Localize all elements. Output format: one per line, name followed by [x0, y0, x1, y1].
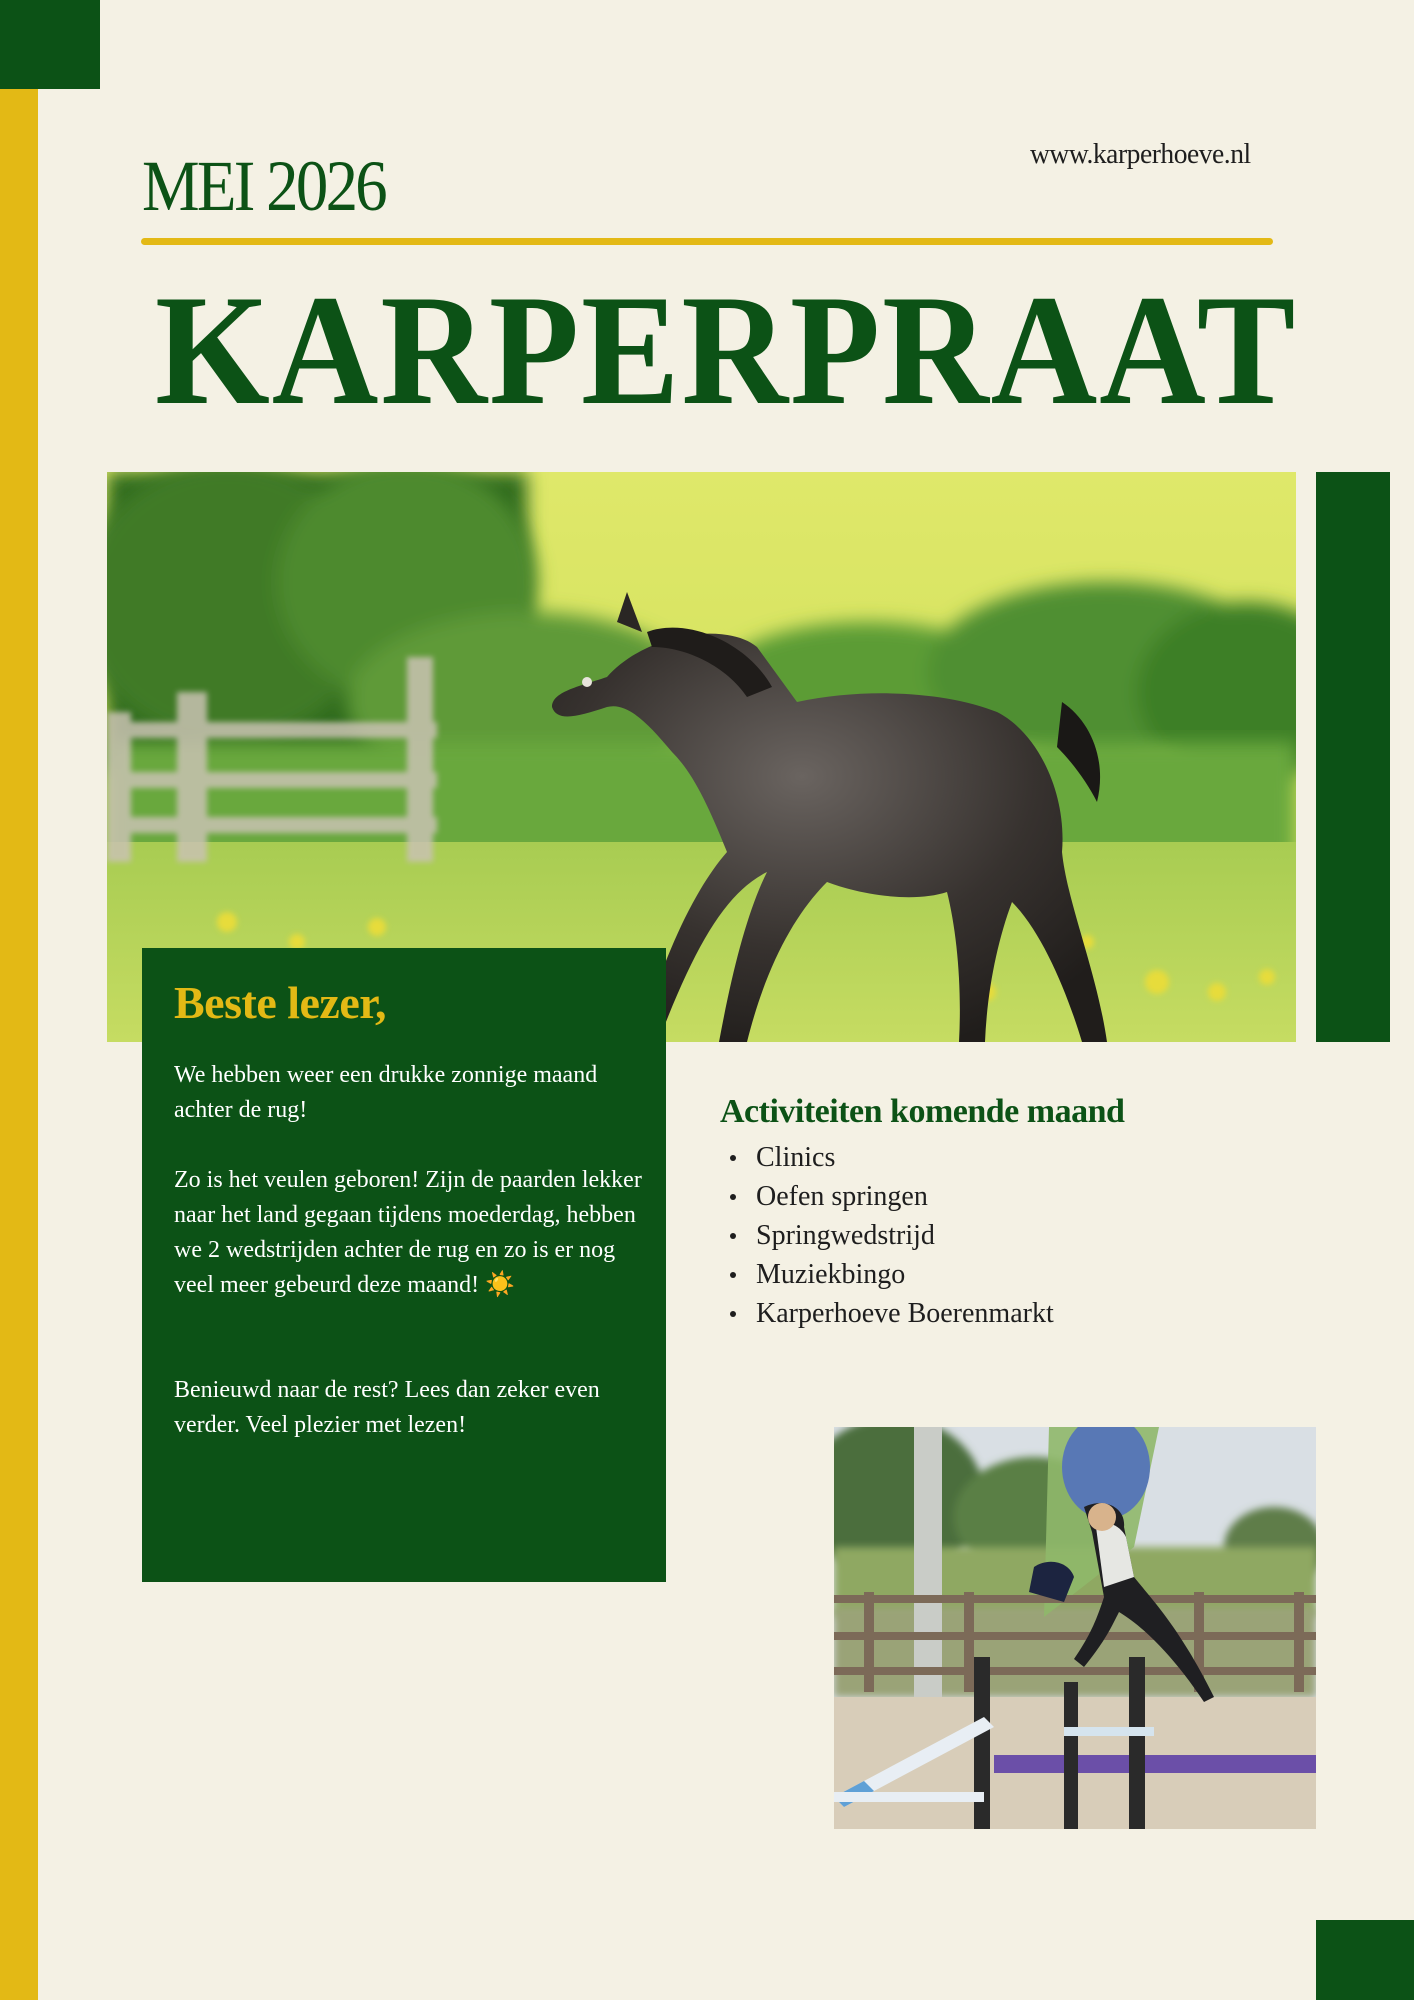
website-link[interactable]: www.karperhoeve.nl — [1030, 138, 1251, 170]
intro-paragraph: We hebben weer een drukke zonnige maand achter de rug! — [174, 1062, 598, 1123]
left-accent-bar — [0, 89, 38, 2000]
corner-block-bottom-right — [1316, 1920, 1414, 2000]
list-item: Karperhoeve Boerenmarkt — [720, 1294, 1054, 1333]
activities-list — [720, 1138, 1054, 1333]
intro-panel — [142, 948, 666, 1582]
list-item: Muziekbingo — [720, 1255, 1054, 1294]
header-divider — [141, 238, 1273, 245]
intro-paragraph: Benieuwd naar de rest? Lees dan zeker even verder. Veel plezier met lezen! — [174, 1377, 600, 1438]
intro-paragraph: Zo is het veulen geboren! Zijn de paarden lekker naar het land gegaan tijdens moederdag, hebben we 2 wedstrijden achter de rug en zo is er nog veel meer gebeurd deze maand! ☀️ — [174, 1167, 642, 1298]
newsletter-title: KARPERPRAAT — [155, 263, 1298, 438]
corner-block-top-left — [0, 0, 100, 89]
list-item: Springwedstrijd — [720, 1216, 1054, 1255]
issue-date: MEI 2026 — [142, 146, 385, 226]
photo-hobby-horse-jump — [834, 1427, 1316, 1829]
list-item: Clinics — [720, 1138, 1054, 1177]
greeting-heading: Beste lezer, — [174, 977, 386, 1028]
right-accent-bar — [1316, 472, 1390, 1042]
list-item: Oefen springen — [720, 1177, 1054, 1216]
activities-heading: Activiteiten komende maand — [720, 1093, 1125, 1130]
